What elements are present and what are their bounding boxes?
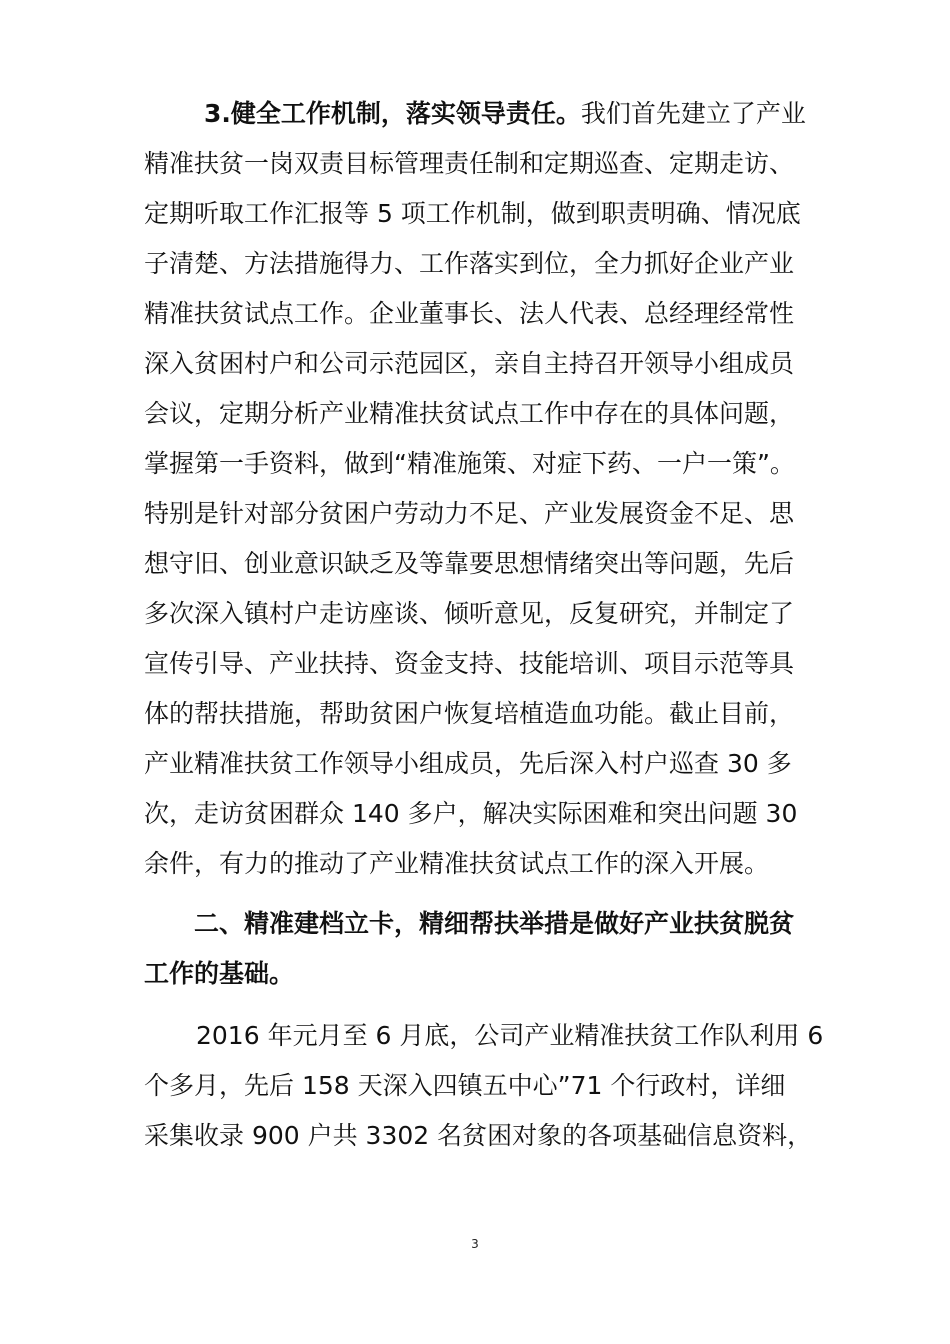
paragraph-line: 精准扶贫一岗双责目标管理责任制和定期巡查、定期走访、	[144, 149, 795, 178]
paragraph-line	[204, 96, 824, 132]
paragraph-line: 想守旧、创业意识缺乏及等靠要思想情绪突出等问题，先后	[144, 549, 795, 578]
section-heading: 二、精准建档立卡，精细帮扶举措是做好产业扶贫脱贫	[194, 909, 795, 938]
paragraph-text: 我们首先建立了产业	[580, 99, 806, 128]
paragraph-line: 产业精准扶贫工作领导小组成员，先后深入村户巡查 30 多	[144, 749, 792, 778]
paragraph-line: 子清楚、方法措施得力、工作落实到位，全力抓好企业产业	[144, 249, 795, 278]
paragraph-line: 掌握第一手资料，做到“精准施策、对症下药、一户一策”。	[144, 449, 795, 478]
paragraph-line: 会议，定期分析产业精准扶贫试点工作中存在的具体问题，	[144, 399, 795, 428]
section-heading: 工作的基础。	[144, 959, 295, 988]
page-number: 3	[471, 1237, 479, 1251]
paragraph-line: 次，走访贫困群众 140 多户，解决实际困难和突出问题 30	[144, 799, 798, 828]
paragraph-line: 深入贫困村户和公司示范园区，亲自主持召开领导小组成员	[144, 349, 795, 378]
paragraph-line: 余件，有力的推动了产业精准扶贫试点工作的深入开展。	[144, 849, 770, 878]
paragraph-line: 体的帮扶措施，帮助贫困户恢复培植造血功能。截止目前，	[144, 699, 795, 728]
paragraph-line: 个多月，先后 158 天深入四镇五中心”71 个行政村，详细	[144, 1071, 786, 1100]
paragraph-line: 2016 年元月至 6 月底，公司产业精准扶贫工作队利用 6	[196, 1021, 824, 1050]
paragraph-line: 采集收录 900 户共 3302 名贫困对象的各项基础信息资料，	[144, 1121, 813, 1150]
paragraph-line: 精准扶贫试点工作。企业董事长、法人代表、总经理经常性	[144, 299, 795, 328]
paragraph-line: 宣传引导、产业扶持、资金支持、技能培训、项目示范等具	[144, 649, 795, 678]
subsection-heading: 3.健全工作机制，落实领导责任。	[204, 99, 581, 128]
paragraph-line: 多次深入镇村户走访座谈、倾听意见，反复研究，并制定了	[144, 599, 795, 628]
paragraph-line: 定期听取工作汇报等 5 项工作机制，做到职责明确、情况底	[144, 199, 801, 228]
paragraph-line: 特别是针对部分贫困户劳动力不足、产业发展资金不足、思	[144, 499, 795, 528]
